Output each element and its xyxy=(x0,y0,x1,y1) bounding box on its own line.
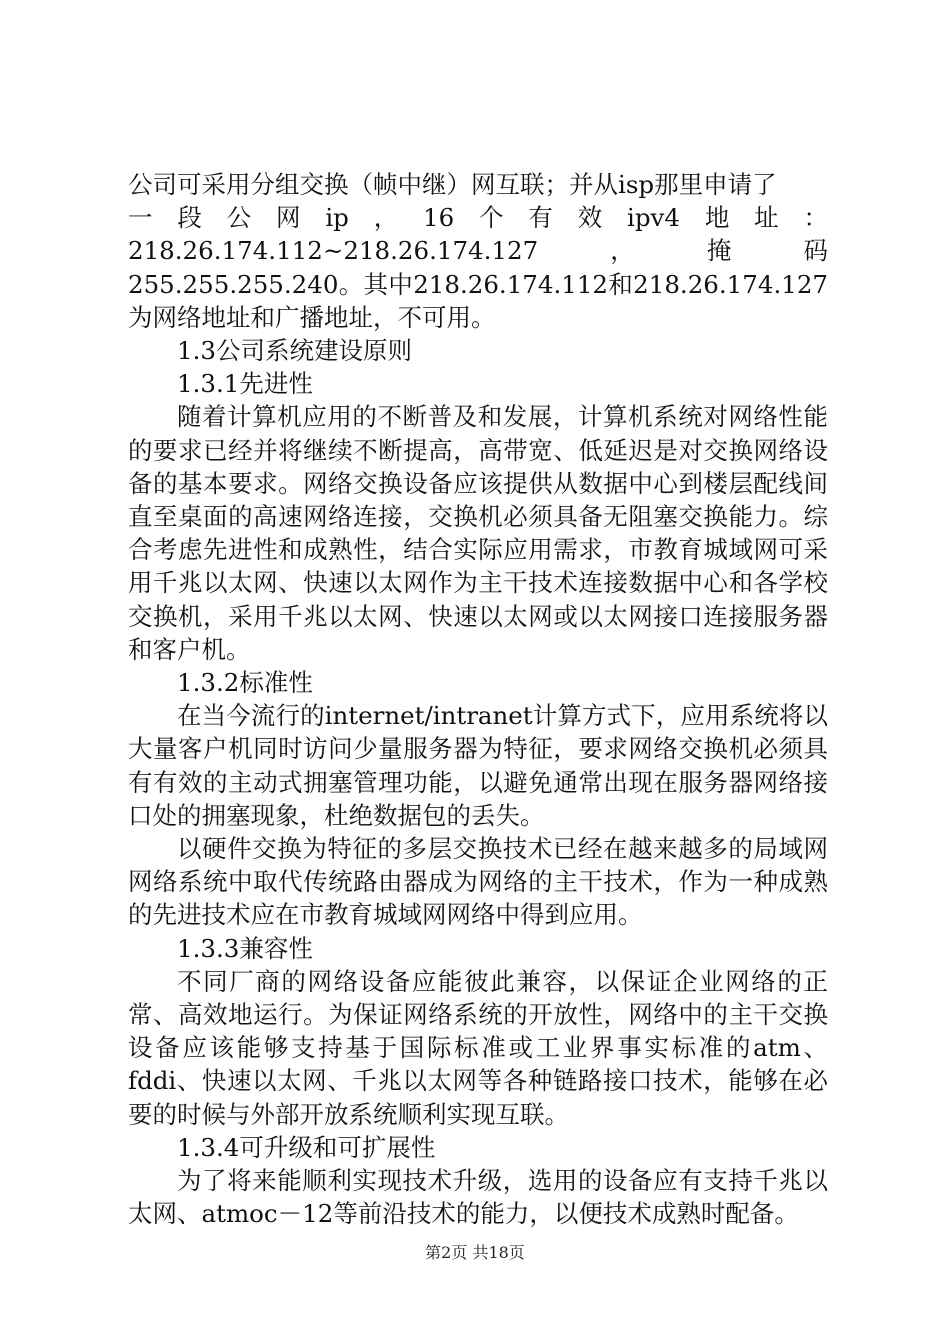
section-heading: 1.3.2标准性 xyxy=(177,668,313,698)
paragraph: 一段公网ip，16个有效ipv4地址： xyxy=(128,203,828,233)
paragraph: 随着计算机应用的不断普及和发展，计算机系统对网络性能的要求已经并将继续不断提高，高带宽、低延迟是对交换网络设备的基本要求。网络交换设备应该提供从数据中心到楼层配线间直至桌面的高速网络连接，交换机必须具备无阻塞交换能力。综合考虑先进性和成熟性，结合实际应用需求，市教育城域网可采用千兆以太网、快速以太网作为主干技术连接数据中心和各学校交换机，采用千兆以太网、快速以太网或以太网接口连接服务器和客户机。 xyxy=(128,402,828,664)
section-heading: 1.3.1先进性 xyxy=(177,369,313,399)
page-footer: 第2页 共18页 xyxy=(425,1243,525,1262)
section-heading: 1.3.3兼容性 xyxy=(177,933,313,963)
section-heading: 1.3.4可升级和可扩展性 xyxy=(177,1132,436,1162)
paragraph: 在当今流行的internet/intranet计算方式下，应用系统将以大量客户机同时访问少量服务器为特征，要求网络交换机必须具有有效的主动式拥塞管理功能，以避免通常出现在服务器网络接口处的拥塞现象，杜绝数据包的丢失。 xyxy=(128,701,828,830)
paragraph: 以硬件交换为特征的多层交换技术已经在越来越多的局域网网络系统中取代传统路由器成为网络的主干技术，作为一种成熟的先进技术应在市教育城域网网络中得到应用。 xyxy=(128,834,828,930)
paragraph: 为了将来能顺利实现技术升级，选用的设备应有支持千兆以太网、atmoc－12等前沿技术的能力，以便技术成熟时配备。 xyxy=(128,1166,828,1229)
document-body xyxy=(128,168,828,1231)
paragraph: 公司可采用分组交换（帧中继）网互联；并从isp那里申请了 xyxy=(128,170,777,199)
section-heading: 1.3公司系统建设原则 xyxy=(177,336,412,366)
paragraph: 218.26.174.112~218.26.174.127，掩码255.255.255.240。其中218.26.174.112和218.26.174.127为网络地址和广播地址，不可用。 xyxy=(128,236,828,332)
paragraph: 不同厂商的网络设备应能彼此兼容，以保证企业网络的正常、高效地运行。为保证网络系统的开放性，网络中的主干交换设备应该能够支持基于国际标准或工业界事实标准的atm、fddi、快速以太网、千兆以太网等各种链路接口技术，能够在必要的时候与外部开放系统顺利实现互联。 xyxy=(128,966,828,1129)
